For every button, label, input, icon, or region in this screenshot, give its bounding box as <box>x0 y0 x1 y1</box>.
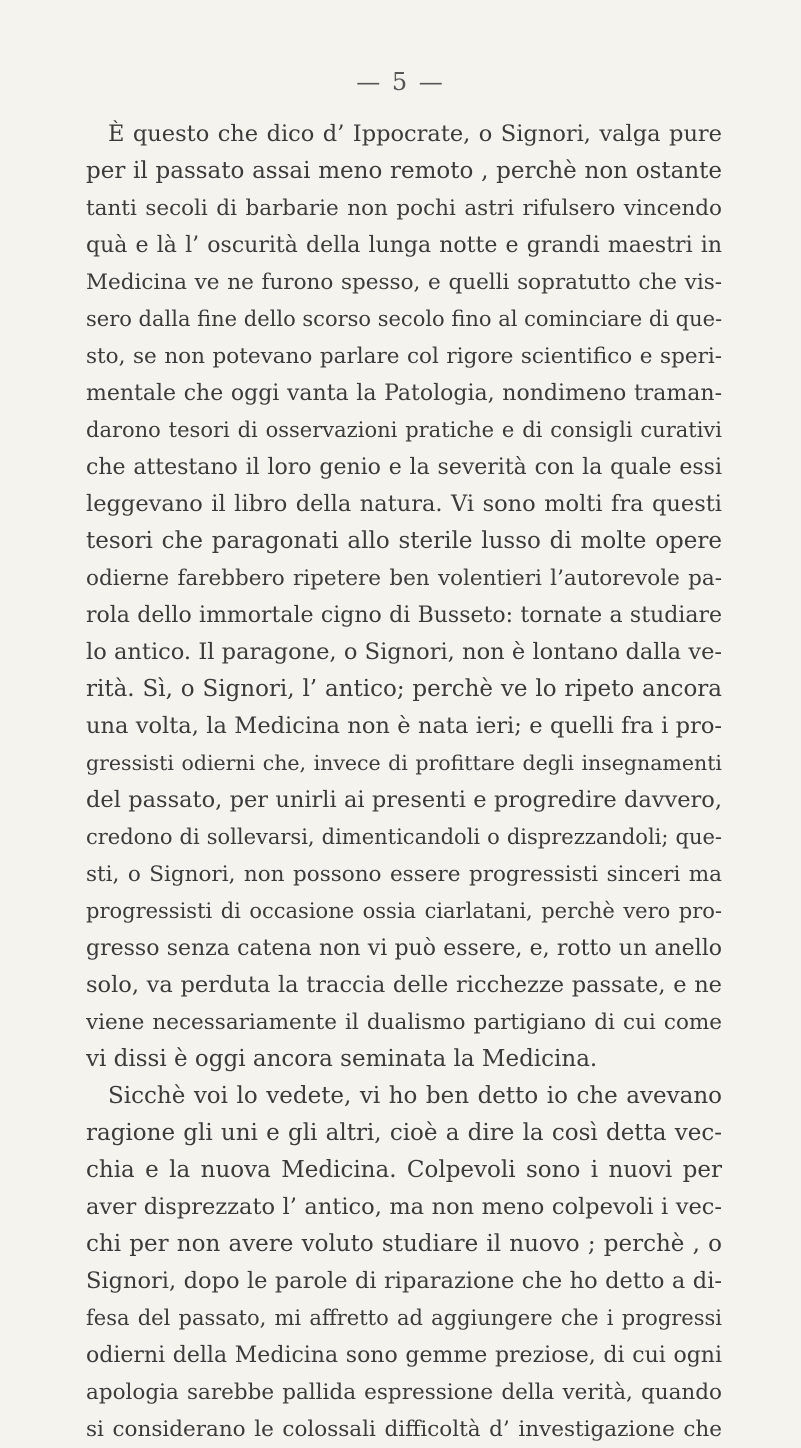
text-line: È questo che dico d’ Ippocrate, o Signori, valga pure <box>108 121 722 147</box>
text-line: sero dalla fine dello scorso secolo fino al cominciare di que- <box>86 307 722 331</box>
text-line: che attestano il loro genio e la severità con la quale essi <box>86 455 722 480</box>
text-line: tanti secoli di barbarie non pochi astri rifulsero vincendo <box>86 196 722 221</box>
text-line: si considerano le colossali difficoltà d’ investigazione che <box>86 1417 722 1442</box>
text-line: gresso senza catena non vi può essere, e, rotto un anello <box>86 936 722 961</box>
text-line: tesori che paragonati allo sterile lusso di molte opere <box>86 528 722 554</box>
text-line: del passato, per unirli ai presenti e progredire davvero, <box>86 787 722 813</box>
text-line: quà e là l’ oscurità della lunga notte e grandi maestri in <box>86 233 722 258</box>
text-line: viene necessariamente il dualismo partigiano di cui come <box>86 1010 722 1035</box>
text-line: mentale che oggi vanta la Patologia, nondimeno traman- <box>86 381 722 406</box>
text-line: leggevano il libro della natura. Vi sono molti fra questi <box>86 491 722 517</box>
body-text <box>86 116 722 1448</box>
text-line: rola dello immortale cigno di Busseto: tornate a studiare <box>86 603 722 628</box>
text-line: gressisti odierni che, invece di profittare degli insegnamenti <box>86 751 722 775</box>
text-line: vi dissi è oggi ancora seminata la Medicina. <box>86 1046 598 1072</box>
text-line: Signori, dopo le parole di riparazione che ho detto a di- <box>86 1268 722 1294</box>
text-line: progressisti di occasione ossia ciarlatani, perchè vero pro- <box>86 899 722 923</box>
text-line: per il passato assai meno remoto , perchè non ostante <box>86 158 722 184</box>
text-line: chi per non avere voluto studiare il nuovo ; perchè , o <box>86 1231 722 1257</box>
text-line: rità. Sì, o Signori, l’ antico; perchè ve lo ripeto ancora <box>86 676 722 702</box>
page-number: — 5 — <box>356 68 445 96</box>
text-line: credono di sollevarsi, dimenticandoli o disprezzandoli; que- <box>86 825 722 849</box>
text-line: aver disprezzato l’ antico, ma non meno colpevoli i vec- <box>86 1194 722 1220</box>
text-line: odierni della Medicina sono gemme preziose, di cui ogni <box>86 1343 722 1368</box>
text-line: sti, o Signori, non possono essere progressisti sinceri ma <box>86 862 722 887</box>
text-line: odierne farebbero ripetere ben volentieri l’autorevole pa- <box>86 566 722 591</box>
text-line: una volta, la Medicina non è nata ieri; e quelli fra i pro- <box>86 713 722 739</box>
text-line: fesa del passato, mi affretto ad aggiungere che i progressi <box>86 1306 722 1330</box>
text-line: ragione gli uni e gli altri, cioè a dire la così detta vec- <box>86 1120 722 1146</box>
text-line: Medicina ve ne furono spesso, e quelli sopratutto che vis- <box>86 270 722 295</box>
text-line: lo antico. Il paragone, o Signori, non è lontano dalla ve- <box>86 639 722 665</box>
text-line: sto, se non potevano parlare col rigore scientifico e speri- <box>86 344 722 369</box>
text-line: apologia sarebbe pallida espressione della verità, quando <box>86 1380 722 1405</box>
text-line: solo, va perduta la traccia delle ricchezze passate, e ne <box>86 972 722 998</box>
text-line: Sicchè voi lo vedete, vi ho ben detto io che avevano <box>108 1083 722 1109</box>
text-line: chia e la nuova Medicina. Colpevoli sono i nuovi per <box>86 1157 722 1183</box>
text-line: darono tesori di osservazioni pratiche e di consigli curativi <box>86 418 722 442</box>
